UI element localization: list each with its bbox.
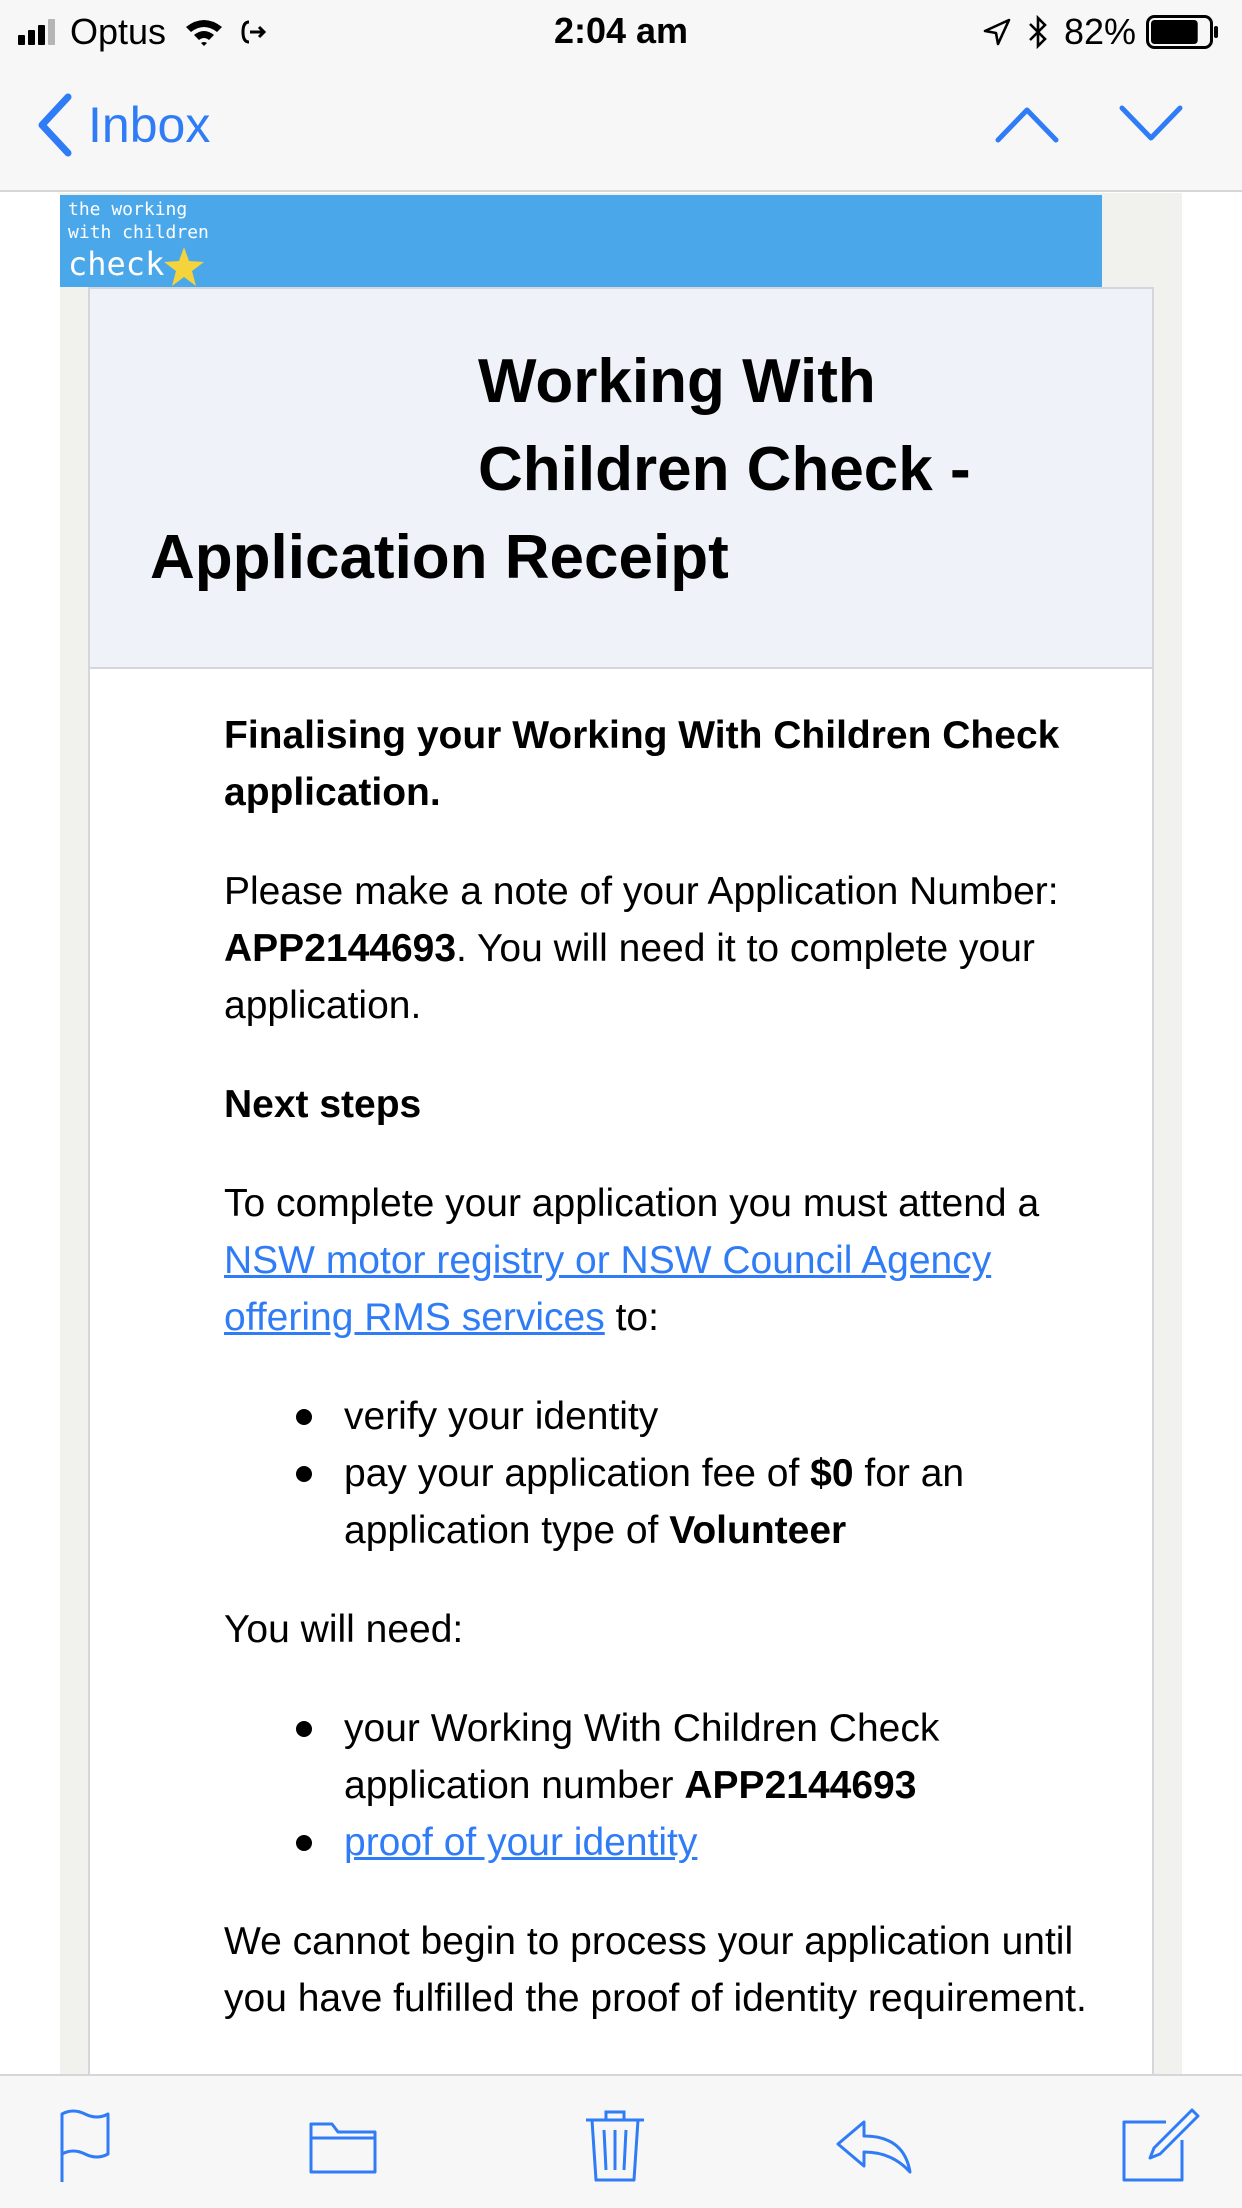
list-item bbox=[224, 1445, 1124, 1559]
title-line-1: Working With bbox=[478, 347, 876, 416]
bluetooth-icon bbox=[1026, 15, 1050, 49]
fee-prefix: pay your application fee of bbox=[344, 1452, 811, 1495]
battery-icon bbox=[1146, 15, 1220, 49]
banner-line-2: with children bbox=[68, 222, 209, 243]
nav-bar bbox=[0, 64, 1242, 192]
trash-icon bbox=[584, 2108, 646, 2184]
application-number-paragraph bbox=[224, 863, 1124, 1034]
flag-icon bbox=[58, 2108, 112, 2184]
star-icon bbox=[162, 245, 206, 289]
chevron-left-icon bbox=[36, 93, 74, 157]
closing-paragraph: We cannot begin to process your application until you have fulfilled the proof of identity requirement. bbox=[224, 1920, 1087, 2020]
compose-button[interactable] bbox=[1120, 2108, 1200, 2184]
banner-line-1: the working bbox=[68, 199, 188, 220]
email-body bbox=[224, 707, 1124, 2069]
back-to-inbox-button[interactable] bbox=[36, 90, 210, 160]
reply-button[interactable] bbox=[834, 2108, 914, 2184]
folder-icon bbox=[308, 2108, 378, 2184]
status-time: 2:04 am bbox=[553, 10, 689, 51]
email-card bbox=[88, 287, 1154, 2074]
chevron-down-icon[interactable] bbox=[1118, 102, 1184, 146]
proof-of-identity-link[interactable]: proof of your identity bbox=[344, 1821, 698, 1864]
attend-suffix: to: bbox=[604, 1296, 659, 1339]
steps-list bbox=[224, 1388, 1124, 1559]
title-line-3: Application Receipt bbox=[150, 523, 729, 592]
carrier-name: Optus bbox=[70, 11, 167, 52]
status-bar bbox=[0, 0, 1242, 64]
banner-line-3: check bbox=[68, 245, 165, 283]
trash-button[interactable] bbox=[584, 2108, 646, 2184]
reply-icon bbox=[834, 2108, 914, 2184]
list-item bbox=[224, 1814, 1124, 1871]
title-line-2: Children Check - bbox=[478, 435, 971, 504]
fee-middle: for an application type of bbox=[344, 1452, 965, 1552]
application-number-repeat: APP2144693 bbox=[684, 1764, 917, 1807]
note-prefix: Please make a note of your Application Number: bbox=[224, 870, 1059, 913]
battery-percent: 82% bbox=[1063, 11, 1136, 52]
app-number-prefix: your Working With Children Check application number bbox=[344, 1707, 940, 1807]
attend-paragraph bbox=[224, 1175, 1124, 1346]
lead-paragraph: Finalising your Working With Children Check application. bbox=[224, 714, 1060, 814]
attend-prefix: To complete your application you must attend a bbox=[224, 1182, 1040, 1225]
verify-step: verify your identity bbox=[344, 1395, 659, 1438]
list-item bbox=[224, 1700, 1124, 1814]
need-heading: You will need: bbox=[224, 1608, 464, 1651]
next-steps-heading: Next steps bbox=[224, 1083, 422, 1126]
compose-icon bbox=[1120, 2108, 1200, 2184]
application-type: Volunteer bbox=[669, 1509, 847, 1552]
list-item bbox=[224, 1388, 1124, 1445]
email-header bbox=[90, 289, 1152, 669]
flag-button[interactable] bbox=[58, 2108, 112, 2184]
motor-registry-link[interactable]: NSW motor registry or NSW Council Agency offering RMS services bbox=[224, 1239, 992, 1339]
email-frame bbox=[60, 193, 1182, 2074]
status-right bbox=[982, 10, 1220, 54]
application-number: APP2144693 bbox=[224, 927, 457, 970]
move-to-folder-button[interactable] bbox=[308, 2108, 378, 2184]
note-suffix: . You will need it to complete your application. bbox=[224, 927, 1035, 1027]
bottom-toolbar bbox=[0, 2074, 1242, 2208]
chevron-up-icon[interactable] bbox=[994, 102, 1060, 146]
message-content[interactable] bbox=[0, 193, 1242, 2074]
fee-amount: $0 bbox=[810, 1452, 854, 1495]
needs-list bbox=[224, 1700, 1124, 1871]
wwcc-banner bbox=[60, 195, 1102, 287]
back-label: Inbox bbox=[88, 97, 211, 153]
location-icon bbox=[982, 17, 1012, 47]
